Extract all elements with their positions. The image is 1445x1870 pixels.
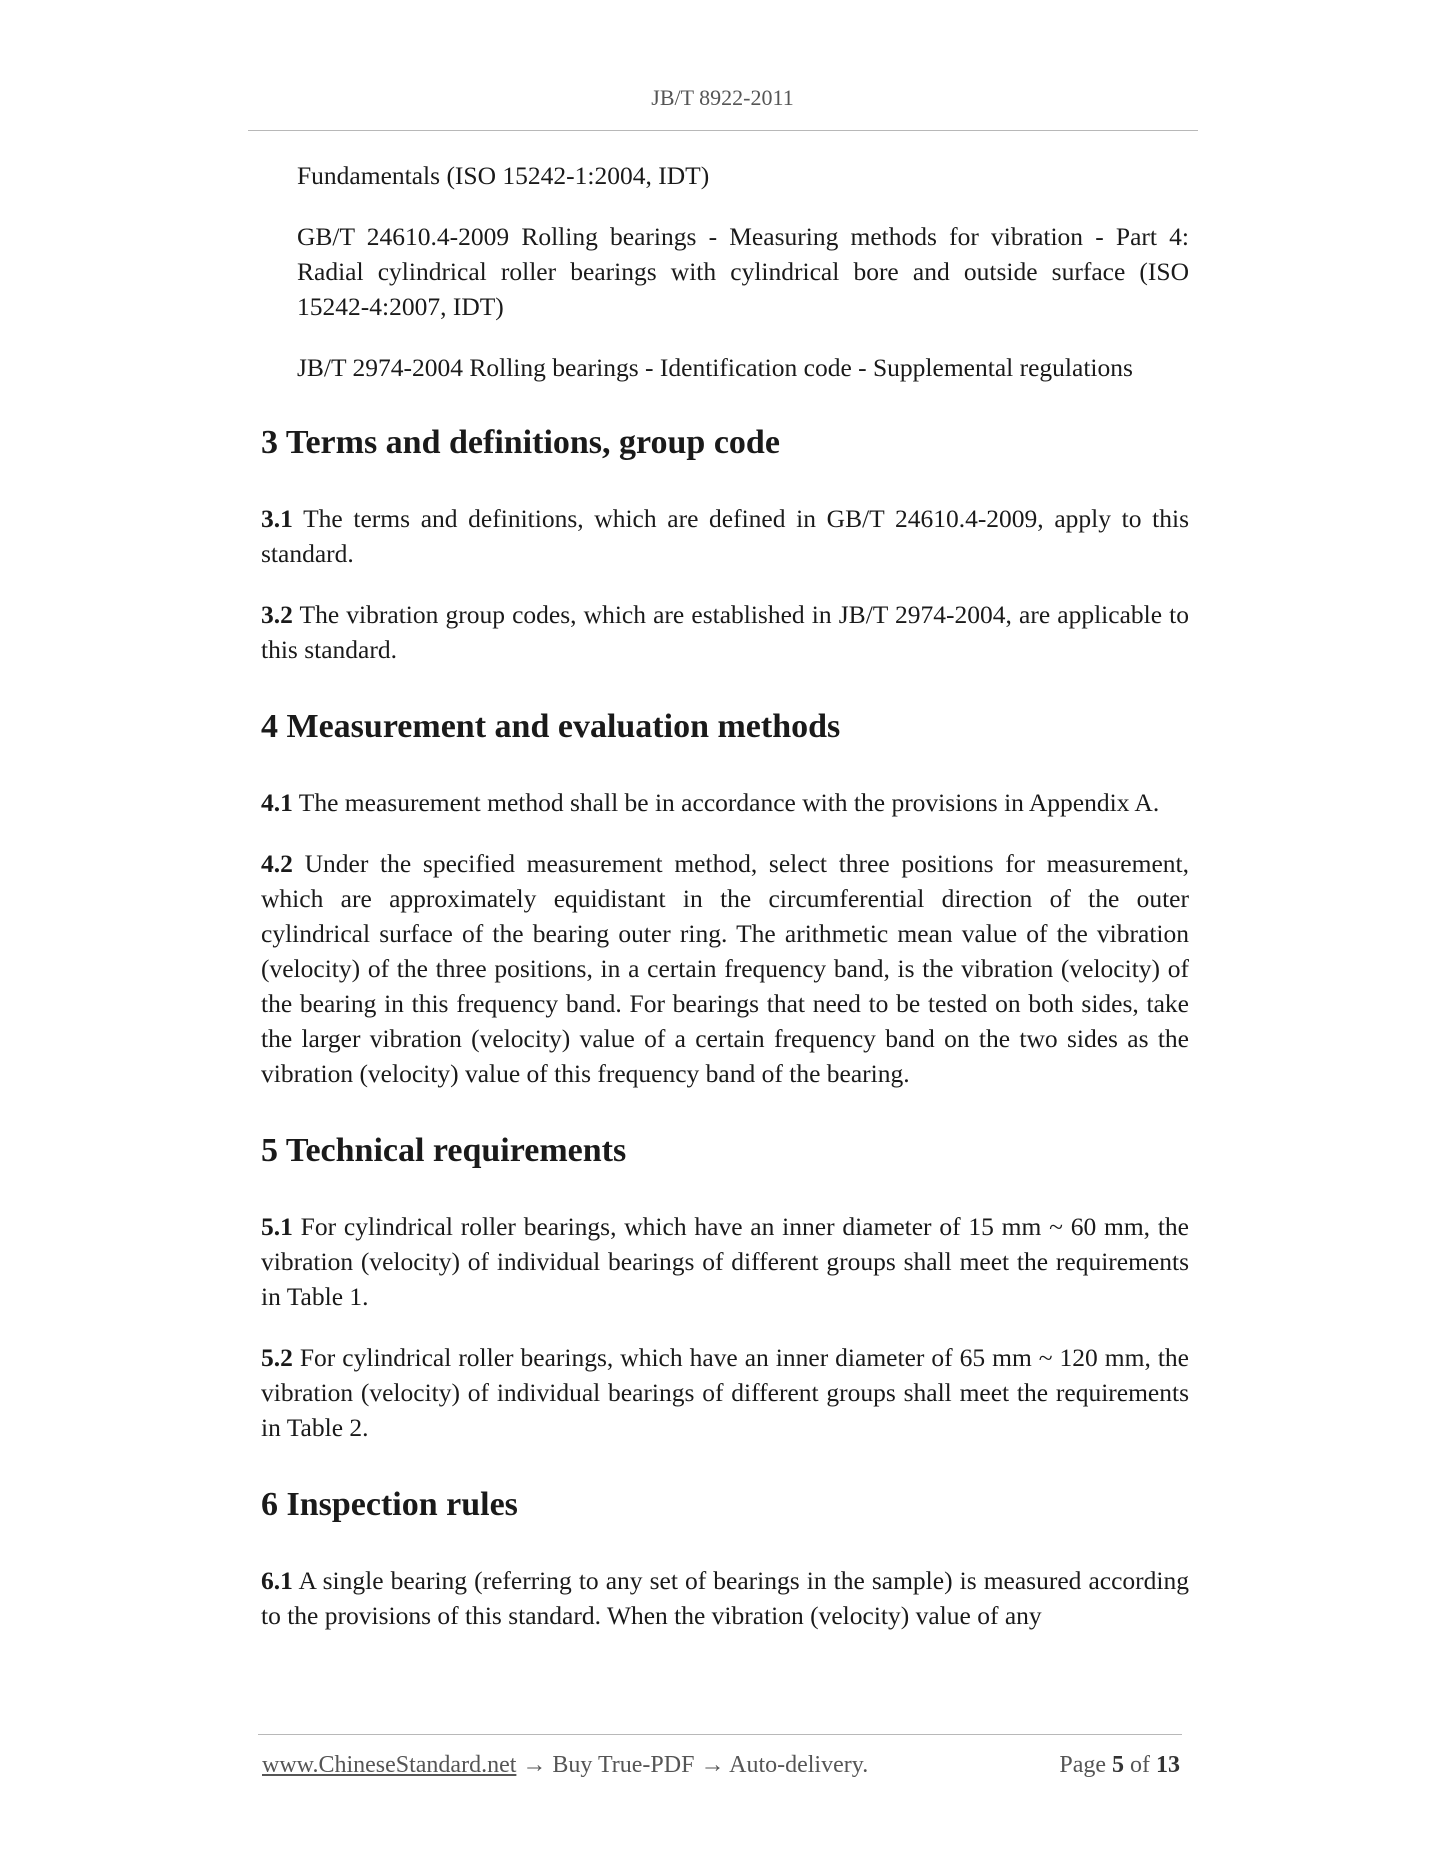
- page-indicator: [1059, 1752, 1180, 1779]
- reference-item: GB/T 24610.4-2009 Rolling bearings - Measuring methods for vibration - Part 4: Radial cylindrical roller bearings with cylindrical bore and outside surface (ISO 15242-4:2007, IDT): [297, 222, 1189, 321]
- of-label: of: [1130, 1752, 1150, 1778]
- clause-6-1: [261, 1563, 1189, 1633]
- reference-item: JB/T 2974-2004 Rolling bearings - Identification code - Supplemental regulations: [297, 353, 1133, 382]
- clause-text: For cylindrical roller bearings, which have an inner diameter of 65 mm ~ 120 mm, the vibration (velocity) of individual bearings of different groups shall meet the requirements in Table 2.: [261, 1343, 1189, 1442]
- footer-promo: [262, 1752, 868, 1779]
- clause-number: 5.2: [261, 1343, 293, 1372]
- clause-text: Under the specified measurement method, select three positions for measurement, which are approximately equidistant in the circumferential direction of the outer cylindrical surface of the bearing outer ring. The arithmetic mean value of the vibration (velocity) of the three positions, in a certain frequency band, is the vibration (velocity) of the bearing in this frequency band. For bearings that need to be tested on both sides, take the larger vibration (velocity) value of a certain frequency band on the two sides as the vibration (velocity) value of this frequency band of the bearing.: [261, 849, 1189, 1088]
- section-heading-3: 3 Terms and definitions, group code: [261, 424, 780, 461]
- page-body: [261, 158, 1189, 1659]
- clause-text: For cylindrical roller bearings, which have an inner diameter of 15 mm ~ 60 mm, the vibration (velocity) of individual bearings of different groups shall meet the requirements in Table 1.: [261, 1212, 1189, 1311]
- total-page-number: 13: [1156, 1752, 1180, 1778]
- footer-divider: [258, 1734, 1182, 1735]
- clause-4-2: [261, 846, 1189, 1091]
- clause-text: The measurement method shall be in accordance with the provisions in Appendix A.: [292, 788, 1160, 817]
- clause-text: A single bearing (referring to any set of bearings in the sample) is measured according to the provisions of this standard. When the vibration (velocity) value of any: [261, 1566, 1189, 1630]
- section-heading-6: 6 Inspection rules: [261, 1486, 518, 1523]
- reference-item: Fundamentals (ISO 15242-1:2004, IDT): [297, 161, 710, 190]
- clause-number: 4.1: [261, 788, 293, 817]
- clause-5-1: [261, 1209, 1189, 1314]
- current-page-number: 5: [1112, 1752, 1124, 1778]
- section-heading-4: 4 Measurement and evaluation methods: [261, 708, 841, 745]
- footer-promo-text: → Buy True-PDF → Auto-delivery.: [516, 1752, 869, 1778]
- clause-number: 4.2: [261, 849, 293, 878]
- clause-number: 5.1: [261, 1212, 293, 1241]
- website-link[interactable]: www.ChineseStandard.net: [262, 1752, 517, 1778]
- clause-number: 3.1: [261, 504, 293, 533]
- clause-3-1: [261, 501, 1189, 571]
- clause-4-1: [261, 785, 1189, 820]
- header-divider: [248, 130, 1198, 131]
- clause-number: 6.1: [261, 1566, 293, 1595]
- document-code-header: JB/T 8922-2011: [651, 85, 794, 110]
- clause-text: The terms and definitions, which are defined in GB/T 24610.4-2009, apply to this standard.: [261, 504, 1189, 568]
- clause-5-2: [261, 1340, 1189, 1445]
- clause-number: 3.2: [261, 600, 293, 629]
- clause-3-2: [261, 597, 1189, 667]
- page-label: Page: [1059, 1752, 1106, 1778]
- clause-text: The vibration group codes, which are established in JB/T 2974-2004, are applicable to this standard.: [261, 600, 1189, 664]
- section-heading-5: 5 Technical requirements: [261, 1132, 627, 1169]
